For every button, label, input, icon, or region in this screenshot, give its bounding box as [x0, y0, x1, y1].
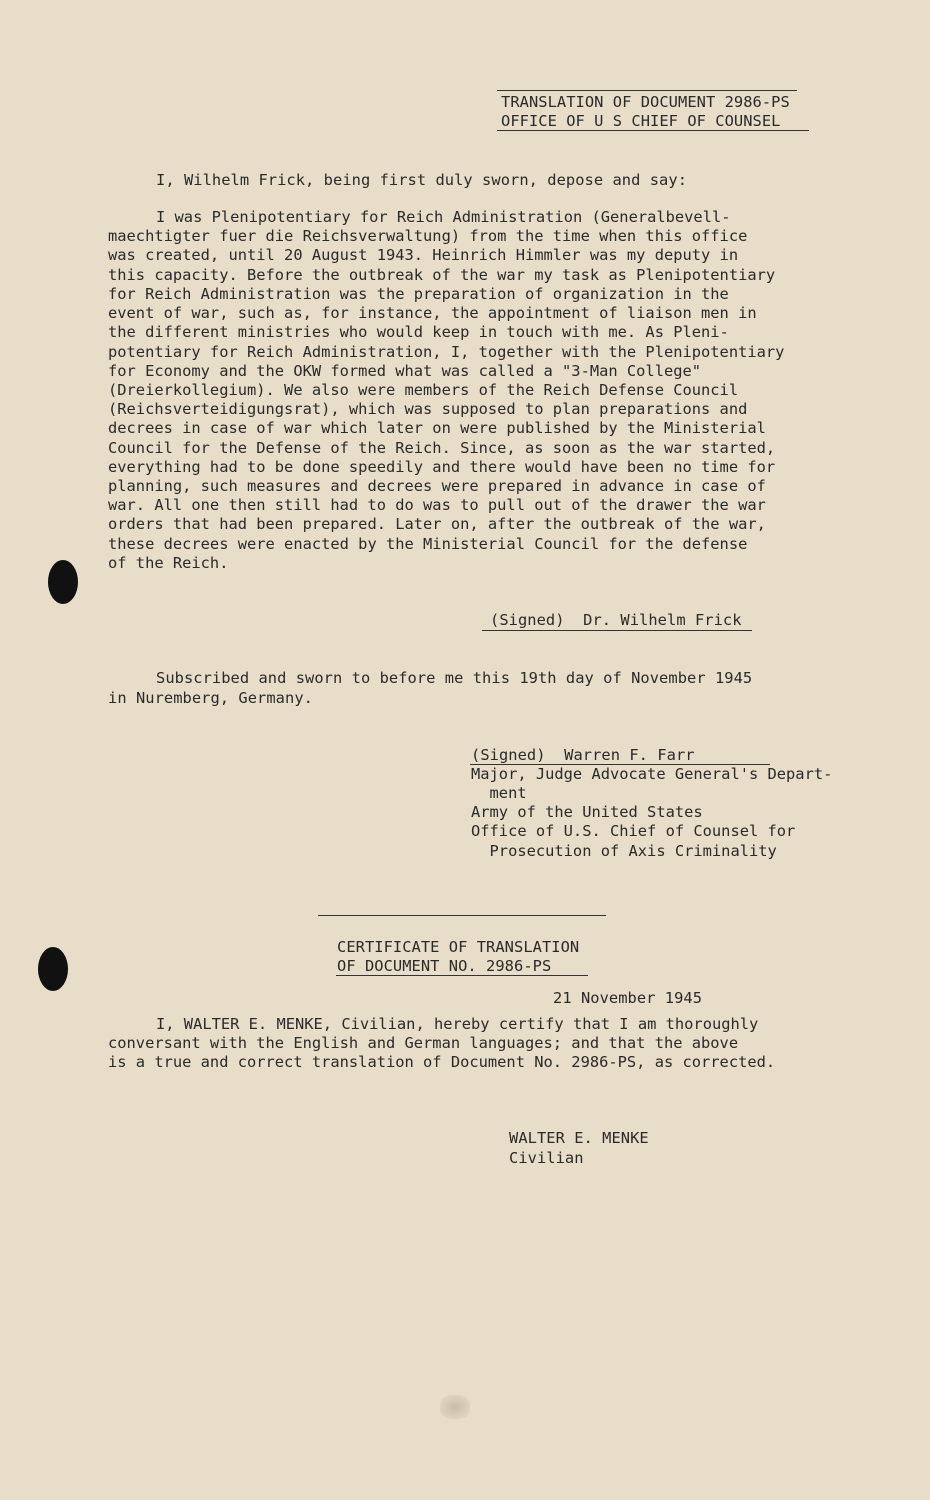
certificate-line: I, WALTER E. MENKE, Civilian, hereby certify that I am thoroughly: [156, 1015, 759, 1033]
affidavit-line: maechtigter fuer die Reichsverwaltung) from the time when this office: [108, 227, 748, 245]
certificate-date: 21 November 1945: [553, 989, 703, 1007]
affidavit-line: potentiary for Reich Administration, I, together with the Plenipotentiary: [108, 343, 785, 361]
header-line-1: TRANSLATION OF DOCUMENT 2986-PS: [501, 93, 790, 111]
punch-hole-bottom: [38, 947, 68, 991]
officer-line: ment: [471, 784, 527, 802]
officer-line: Major, Judge Advocate General's Depart-: [471, 765, 833, 783]
jurat-line: Subscribed and sworn to before me this 19th day of November 1945: [156, 669, 753, 687]
certificate-title-line-2: OF DOCUMENT NO. 2986-PS: [337, 957, 552, 975]
affidavit-line: planning, such measures and decrees were prepared in advance in case of: [108, 477, 766, 495]
paper-smudge: [440, 1395, 470, 1419]
certificate-line: conversant with the English and German languages; and that the above: [108, 1034, 739, 1052]
punch-hole-top: [48, 560, 78, 604]
affidavit-line: was created, until 20 August 1943. Heinrich Himmler was my deputy in: [108, 246, 739, 264]
affidavit-line: orders that had been prepared. Later on, after the outbreak of the war,: [108, 515, 766, 533]
affidavit-signature: (Signed) Dr. Wilhelm Frick: [490, 611, 742, 629]
affidavit-line: war. All one then still had to do was to pull out of the drawer the war: [108, 496, 766, 514]
affidavit-line: (Dreierkollegium). We also were members of the Reich Defense Council: [108, 381, 739, 399]
affidavit-line: for Economy and the OKW formed what was called a "3-Man College": [108, 362, 702, 380]
certificate-line: is a true and correct translation of Document No. 2986-PS, as corrected.: [108, 1053, 776, 1071]
affidavit-line: these decrees were enacted by the Ministerial Council for the defense: [108, 535, 748, 553]
affidavit-line: for Reich Administration was the preparation of organization in the: [108, 285, 729, 303]
affidavit-line: event of war, such as, for instance, the appointment of liaison men in: [108, 304, 757, 322]
affidavit-line: (Reichsverteidigungsrat), which was supposed to plan preparations and: [108, 400, 748, 418]
translator-title: Civilian: [509, 1149, 584, 1167]
officer-line: Prosecution of Axis Criminality: [471, 842, 777, 860]
affidavit-line: decrees in case of war which later on were published by the Ministerial: [108, 419, 766, 437]
header-line-2: OFFICE OF U S CHIEF OF COUNSEL: [501, 112, 781, 130]
translator-name: WALTER E. MENKE: [509, 1129, 649, 1147]
officer-line: Office of U.S. Chief of Counsel for: [471, 822, 796, 840]
officer-line: Army of the United States: [471, 803, 703, 821]
affidavit-line: I was Plenipotentiary for Reich Administration (Generalbevell-: [156, 208, 731, 226]
affidavit-line: this capacity. Before the outbreak of the war my task as Plenipotentiary: [108, 266, 776, 284]
affidavit-opening: I, Wilhelm Frick, being first duly sworn, depose and say:: [156, 171, 688, 189]
affidavit-line: of the Reich.: [108, 554, 229, 572]
affidavit-line: the different ministries who would keep in touch with me. As Pleni-: [108, 323, 729, 341]
affidavit-line: Council for the Defense of the Reich. Since, as soon as the war started,: [108, 439, 776, 457]
certificate-title-line-1: CERTIFICATE OF TRANSLATION: [337, 938, 580, 956]
affidavit-line: everything had to be done speedily and there would have been no time for: [108, 458, 776, 476]
officer-signature: (Signed) Warren F. Farr: [471, 746, 695, 764]
jurat-line: in Nuremberg, Germany.: [108, 689, 313, 707]
